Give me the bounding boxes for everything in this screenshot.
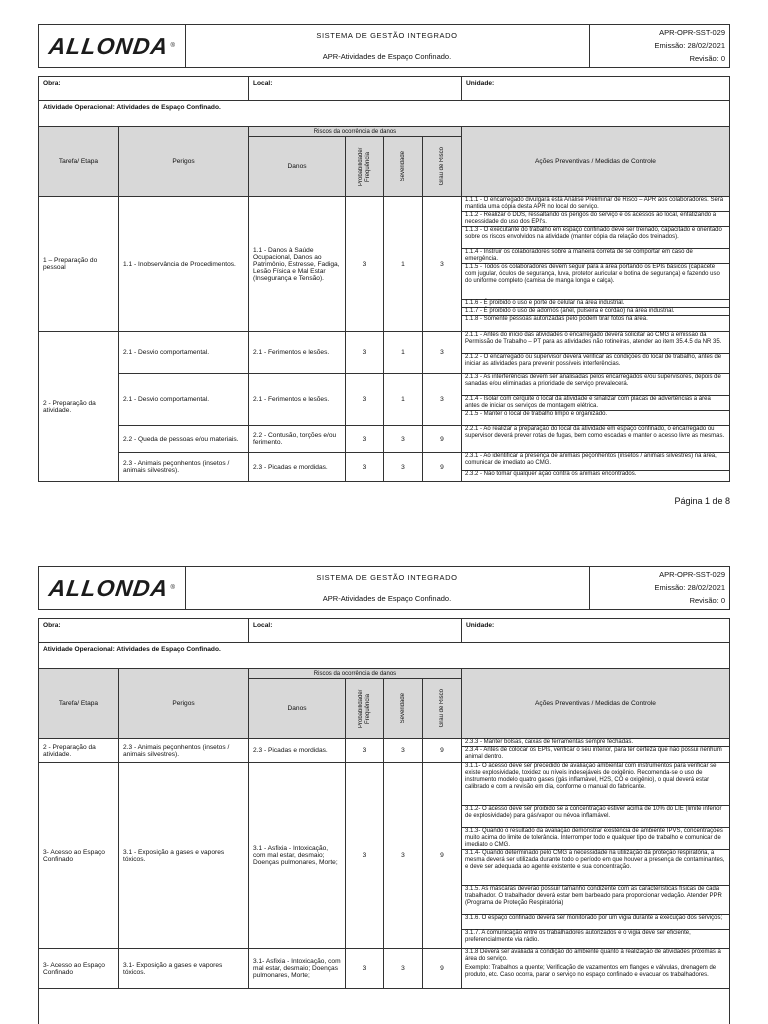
action-item: 2.1.1 - Antes do início das atividades o encarregado deverá solicitar ao CMG a emissão da Permissão de Trabalho – PT para as atividades não rotineiras, atender ao item 35.4.5 da NR 35. [462, 332, 729, 354]
document-subtitle: APR-Atividades de Espaço Confinado. [322, 52, 452, 61]
probability-value: 3 [346, 739, 384, 763]
col-actions-header: Ações Preventivas / Medidas de Controle [462, 127, 729, 197]
actions-list [462, 197, 729, 332]
activity-label: Atividade Operacional: Atividades de Espaço Confinado. [39, 101, 729, 127]
probability-value: 3 [346, 374, 384, 426]
page-2 [0, 542, 768, 1024]
actions-list [462, 739, 729, 763]
damage-cell: 3.1- Asfixia - Intoxicação, com mal estar, desmaio; Doenças pulmonares, Morte; [249, 949, 346, 989]
task-cell: 2 - Preparação da atividade. [39, 739, 119, 763]
apr-table [38, 76, 730, 482]
action-item: 1.1.3 - O executante do trabalho em espaço confinado deve ser treinado, capacitado e orientado sobre os riscos envolvidos na atividade (manter cópia da relação dos treinados). [462, 227, 729, 249]
actions-list [462, 453, 729, 481]
col-grade-header: Grau de Risco [423, 137, 462, 197]
actions-list [462, 374, 729, 426]
revision-number: Revisão: 0 [689, 54, 725, 63]
damage-cell: 2.2 - Contusão, torções e/ou ferimento. [249, 426, 346, 453]
hazard-cell: 2.3 - Animais peçonhentos (insetos / animais silvestres). [119, 453, 249, 481]
task-cell: 1 – Preparação do pessoal [39, 197, 119, 332]
document-subtitle: APR-Atividades de Espaço Confinado. [322, 594, 452, 603]
probability-value: 3 [346, 197, 384, 332]
action-item: 2.3.4 - Antes de colocar os EPIs, verificar o seu interior, para ter certeza que não possui nenhum animal dentro. [465, 747, 722, 760]
severity-value: 1 [384, 197, 423, 332]
col-damage-header: Danos [249, 679, 346, 739]
risk-group-header: Riscos da ocorrência de danos [249, 127, 462, 137]
document-code: APR-OPR-SST-029 [659, 28, 725, 37]
hazard-cell: 3.1 - Exposição a gases e vapores tóxicos. [119, 763, 249, 949]
document-code: APR-OPR-SST-029 [659, 570, 725, 579]
action-item: 1.1.4 - Instruir os colaboradores sobre a maneira correta de se comportar em caso de emergência. [462, 249, 729, 264]
risk-grade-value: 9 [423, 739, 462, 763]
page-number: Página 1 de 8 [674, 496, 730, 506]
col-hazard-header: Perigos [119, 669, 249, 739]
col-task-header: Tarefa/ Etapa [39, 127, 119, 197]
obra-label: Obra: [39, 77, 249, 101]
action-item: 2.1.3 - As interferências devem ser analisadas pelos encarregados e/ou supervisores, depois de sanadas e/ou eliminadas a prioridade de serviço prevalecerá. [462, 374, 729, 396]
action-item: 1.1.8 - Somente pessoas autorizadas pelo podem tirar fotos na área. [465, 316, 648, 322]
risk-grade-value: 9 [423, 763, 462, 949]
probability-value: 3 [346, 332, 384, 374]
col-task-header: Tarefa/ Etapa [39, 669, 119, 739]
apr-table [38, 618, 730, 1024]
risk-grade-value: 9 [423, 453, 462, 481]
action-item: 3.1.4- Quando determinado pelo CMG a necessidade na utilização da proteção respiratória, a mesma deverá ser utilizada durante todo o período em que houver a presença de contaminantes, e deve ser adequada ao agente existente e sua concentração. [462, 850, 729, 886]
action-item: 1.1.2 - Realizar o DDS, ressaltando os perigos do serviço e os acessos ao local, enfatizando a necessidade do uso dos EPI's. [462, 212, 729, 227]
probability-value: 3 [346, 426, 384, 453]
local-label: Local: [249, 619, 462, 643]
risk-grade-value: 9 [423, 949, 462, 989]
actions-list [462, 763, 729, 949]
severity-value: 1 [384, 332, 423, 374]
action-item: 1.1.5 - Todos os colaboradores devem seguir para a área portando os EPIs básicos (capacete com jugular, óculos de segurança, luva, protetor auricular e botina de segurança) e fazendo uso do uniforme completo (camisa de manga longa e calça). [462, 264, 729, 300]
severity-value: 3 [384, 739, 423, 763]
document-header [38, 24, 730, 68]
col-sev-header: Severidade [384, 137, 423, 197]
emission-date: Emissão: 28/02/2021 [654, 583, 725, 592]
hazard-cell: 2.1 - Desvio comportamental. [119, 332, 249, 374]
task-cell: 3- Acesso ao Espaço Confinado [39, 949, 119, 989]
action-item: 3.1.8 Deverá ser avaliada a condição do ambiente quanto à realização de atividades próximas à área do serviço. [465, 949, 721, 962]
action-item: 2.1.2 - O encarregado ou supervisor deverá verificar as condições do local de trabalho, antes de iniciar as atividades para prevenir possíveis interferências. [465, 354, 722, 367]
document-header [38, 566, 730, 610]
damage-cell: 3.1 - Asfixia - Intoxicação, com mal estar, desmaio; Doenças pulmonares, Morte; [249, 763, 346, 949]
action-item: 1.1.1 - O encarregado divulgará esta Análise Preliminar de Risco – APR aos colaboradores. Será mantida uma cópia desta APR no local do serviço. [462, 197, 729, 212]
action-item: 2.3.1 - Ao identificar a presença de animais peçonhentos (insetos / animais silvestres) na área, comunicar de imediato ao CMG. [462, 453, 729, 471]
damage-cell: 2.3 - Picadas e mordidas. [249, 453, 346, 481]
hazard-cell: 2.3 - Animais peçonhentos (insetos / animais silvestres). [119, 739, 249, 763]
action-item: 2.1.4 - Isolar com cerquite o local da atividade e sinalizar com placas de advertências a área antes de iniciar os serviços de montagem elétrica. [462, 396, 729, 411]
action-item: 3.1.6. O espaço confinado deverá ser monitorado por um vigia durante a execução dos serviços; [462, 915, 729, 930]
risk-grade-value: 3 [423, 197, 462, 332]
page-1 [0, 0, 768, 506]
probability-value: 3 [346, 949, 384, 989]
col-sev-header: Severidade [384, 679, 423, 739]
action-item: 3.1.2- O acesso deve ser proibido se a concentração estiver acima de 10% do LIE (limite inferior de explosividade) para gás/vapor ou névoa inflamável. [462, 806, 729, 828]
severity-value: 3 [384, 426, 423, 453]
severity-value: 3 [384, 763, 423, 949]
hazard-cell: 2.1 - Desvio comportamental. [119, 374, 249, 426]
action-item: 1.1.6 - É proibido o uso e porte de celular na área industrial. [462, 300, 729, 308]
obra-label: Obra: [39, 619, 249, 643]
risk-grade-value: 9 [423, 426, 462, 453]
hazard-cell: 2.2 - Queda de pessoas e/ou materiais. [119, 426, 249, 453]
damage-cell: 2.3 - Picadas e mordidas. [249, 739, 346, 763]
severity-value: 3 [384, 949, 423, 989]
action-item: Exemplo: Trabalhos a quente; Verificação de vazamentos em flanges e válvulas, drenagem de produto, etc. Caso ocorra, parar o serviço no espaço confinado e evacuar os trabalhadores. [465, 965, 717, 978]
col-actions-header: Ações Preventivas / Medidas de Controle [462, 669, 729, 739]
risk-grade-value: 3 [423, 332, 462, 374]
action-item: 2.3.3 - Manter bolsas, caixas de ferramentas sempre fechadas. [462, 739, 729, 747]
activity-label: Atividade Operacional: Atividades de Espaço Confinado. [39, 643, 729, 669]
company-logo: ALLONDA ® [39, 25, 186, 67]
unidade-label: Unidade: [462, 619, 729, 643]
col-damage-header: Danos [249, 137, 346, 197]
emission-date: Emissão: 28/02/2021 [654, 41, 725, 50]
severity-value: 1 [384, 374, 423, 426]
probability-value: 3 [346, 763, 384, 949]
damage-cell: 1.1 - Danos à Saúde Ocupacional, Danos ao Patrimônio, Estresse, Fadiga, Lesão Física e Mal Estar (Insegurança e Tensão). [249, 197, 346, 332]
action-item: 2.1.5 - Manter o local de trabalho limpo e organizado. [465, 411, 608, 417]
damage-cell: 2.1 - Ferimentos e lesões. [249, 374, 346, 426]
system-title: SISTEMA DE GESTÃO INTEGRADO [316, 573, 458, 582]
revision-number: Revisão: 0 [689, 596, 725, 605]
action-item: 3.1.5. As máscaras deverão possuir tamanho condizente com as características físicas de cada trabalhador. O trabalhador deverá estar bem barbeado para proporcionar vedação. Atender PPR (Programa de Proteção Respiratória) [462, 886, 729, 915]
actions-list [462, 332, 729, 374]
system-title: SISTEMA DE GESTÃO INTEGRADO [316, 31, 458, 40]
company-logo: ALLONDA ® [39, 567, 186, 609]
risk-grade-value: 3 [423, 374, 462, 426]
damage-cell: 2.1 - Ferimentos e lesões. [249, 332, 346, 374]
probability-value: 3 [346, 453, 384, 481]
action-item: 1.1.7 - É proibido o uso de adornos (anel, pulseira e cordão) na área industrial. [462, 308, 729, 316]
actions-list [462, 949, 729, 989]
actions-list [462, 426, 729, 453]
action-item: 3.1.1- O acesso deve ser precedido de avaliação ambiental com instrumentos para verificar se existe explosividade, toxidez ou níveis indesejáveis de oxigênio. Recomenda-se o uso de instrumento modelo quatro gases (gás inflamável, H2S, CO e oxigênio), o qual deverá estar calibrado e com a revisão em dia, conforme o manual do fabricante. [462, 763, 729, 806]
action-item: 3.1.7. A comunicação entre os trabalhadores autorizados e o vigia deve ser eficiente, preferencialmente via rádio. [465, 930, 691, 943]
severity-value: 3 [384, 453, 423, 481]
task-cell: 3- Acesso ao Espaço Confinado [39, 763, 119, 949]
local-label: Local: [249, 77, 462, 101]
action-item: 2.2.1 - Ao realizar a preparação do local da atividade em espaço confinado, o encarregado ou supervisor deverá prever rotas de fugas, bem como escadas e manter o acesso livre as mesmas. [465, 426, 725, 439]
hazard-cell: 1.1 - Inobservância de Procedimentos. [119, 197, 249, 332]
risk-group-header: Riscos da ocorrência de danos [249, 669, 462, 679]
col-prob-header: Probabilidade/ Frequência [346, 137, 384, 197]
col-grade-header: Grau de Risco [423, 679, 462, 739]
unidade-label: Unidade: [462, 77, 729, 101]
col-prob-header: Probabilidade/ Frequência [346, 679, 384, 739]
col-hazard-header: Perigos [119, 127, 249, 197]
hazard-cell: 3.1- Exposição a gases e vapores tóxicos. [119, 949, 249, 989]
action-item: 2.3.2 - Não tomar qualquer ação contra os animais encontrados. [465, 471, 637, 477]
action-item: 3.1.3- Quando o resultado da avaliação demonstrar existência de ambiente IPVS, concentrações muito acima do limite de tolerância. Interromper todo e qualquer tipo de trabalho e comunicar de imediato o CMG. [462, 828, 729, 850]
task-cell: 2 - Preparação da atividade. [39, 332, 119, 481]
